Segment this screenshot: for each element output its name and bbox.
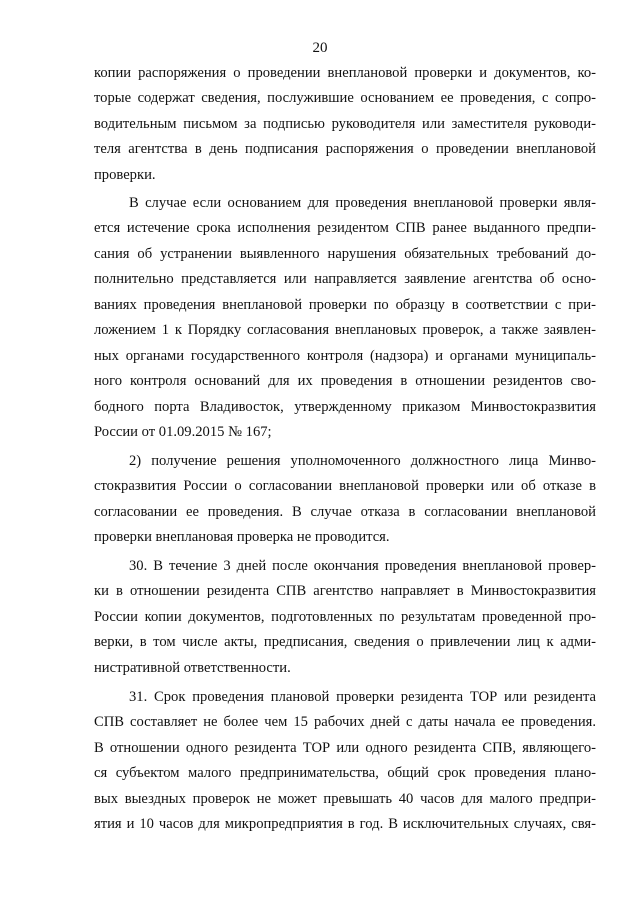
- text-line: копии распоряжения о проведении внеплановой проверки и документов, ко-: [94, 65, 596, 81]
- text-line: полнительно представляется или направляется заявление агентства об осно-: [94, 271, 596, 287]
- text-line: согласовании ее проведения. В случае отказа в согласовании внеплановой: [94, 504, 596, 520]
- text-line: ки в отношении резидента СПВ агентство направляет в Минвостокразвития: [94, 583, 596, 599]
- text-line: сания об устранении выявленного нарушения обязательных требований до-: [94, 246, 596, 262]
- text-line: торые содержат сведения, послужившие основанием ее проведения, с сопро-: [94, 90, 596, 106]
- text-line: нистративной ответственности.: [94, 660, 291, 676]
- text-line: верки, в том числе акты, предписания, сведения о привлечении лиц к адми-: [94, 634, 596, 650]
- paragraph-first-line: В случае если основанием для проведения внеплановой проверки явля-: [129, 195, 596, 211]
- text-line: ного контроля оснований для их проведения в отношении резидентов сво-: [94, 373, 596, 389]
- paragraph-first-line: 30. В течение 3 дней после окончания проведения внеплановой провер-: [129, 558, 596, 574]
- text-line: В отношении одного резидента ТОР или одного резидента СПВ, являющего-: [94, 740, 596, 756]
- paragraph-first-line: 31. Срок проведения плановой проверки резидента ТОР или резидента: [129, 689, 596, 705]
- text-line: России от 01.09.2015 № 167;: [94, 424, 272, 440]
- text-line: вых выездных проверок не может превышать 40 часов для малого предпри-: [94, 791, 596, 807]
- text-line: стокразвития России о согласовании внеплановой проверки или об отказе в: [94, 478, 596, 494]
- text-line: ваниях проведения внеплановой проверки по образцу в соответствии с при-: [94, 297, 596, 313]
- text-line: бодного порта Владивосток, утвержденному приказом Минвостокразвития: [94, 399, 596, 415]
- text-line: водительным письмом за подписью руководителя или заместителя руководи-: [94, 116, 596, 132]
- text-line: России копии документов, подготовленных по результатам проведенной про-: [94, 609, 596, 625]
- page-number: 20: [312, 40, 328, 56]
- text-line: ется истечение срока исполнения резидентом СПВ ранее выданного предпи-: [94, 220, 596, 236]
- text-line: ных органами государственного контроля (надзора) и органами муниципаль-: [94, 348, 596, 364]
- paragraph-first-line: 2) получение решения уполномоченного должностного лица Минво-: [129, 453, 596, 469]
- text-line: проверки внеплановая проверка не проводится.: [94, 529, 390, 545]
- text-line: теля агентства в день подписания распоряжения о проведении внеплановой: [94, 141, 596, 157]
- text-line: ся субъектом малого предпринимательства, общий срок проведения плано-: [94, 765, 596, 781]
- text-line: проверки.: [94, 167, 156, 183]
- text-line: ятия и 10 часов для микропредприятия в год. В исключительных случаях, свя-: [94, 816, 596, 832]
- text-line: СПВ составляет не более чем 15 рабочих дней с даты начала ее проведения.: [94, 714, 596, 730]
- text-line: ложением 1 к Порядку согласования внеплановых проверок, а также заявлен-: [94, 322, 596, 338]
